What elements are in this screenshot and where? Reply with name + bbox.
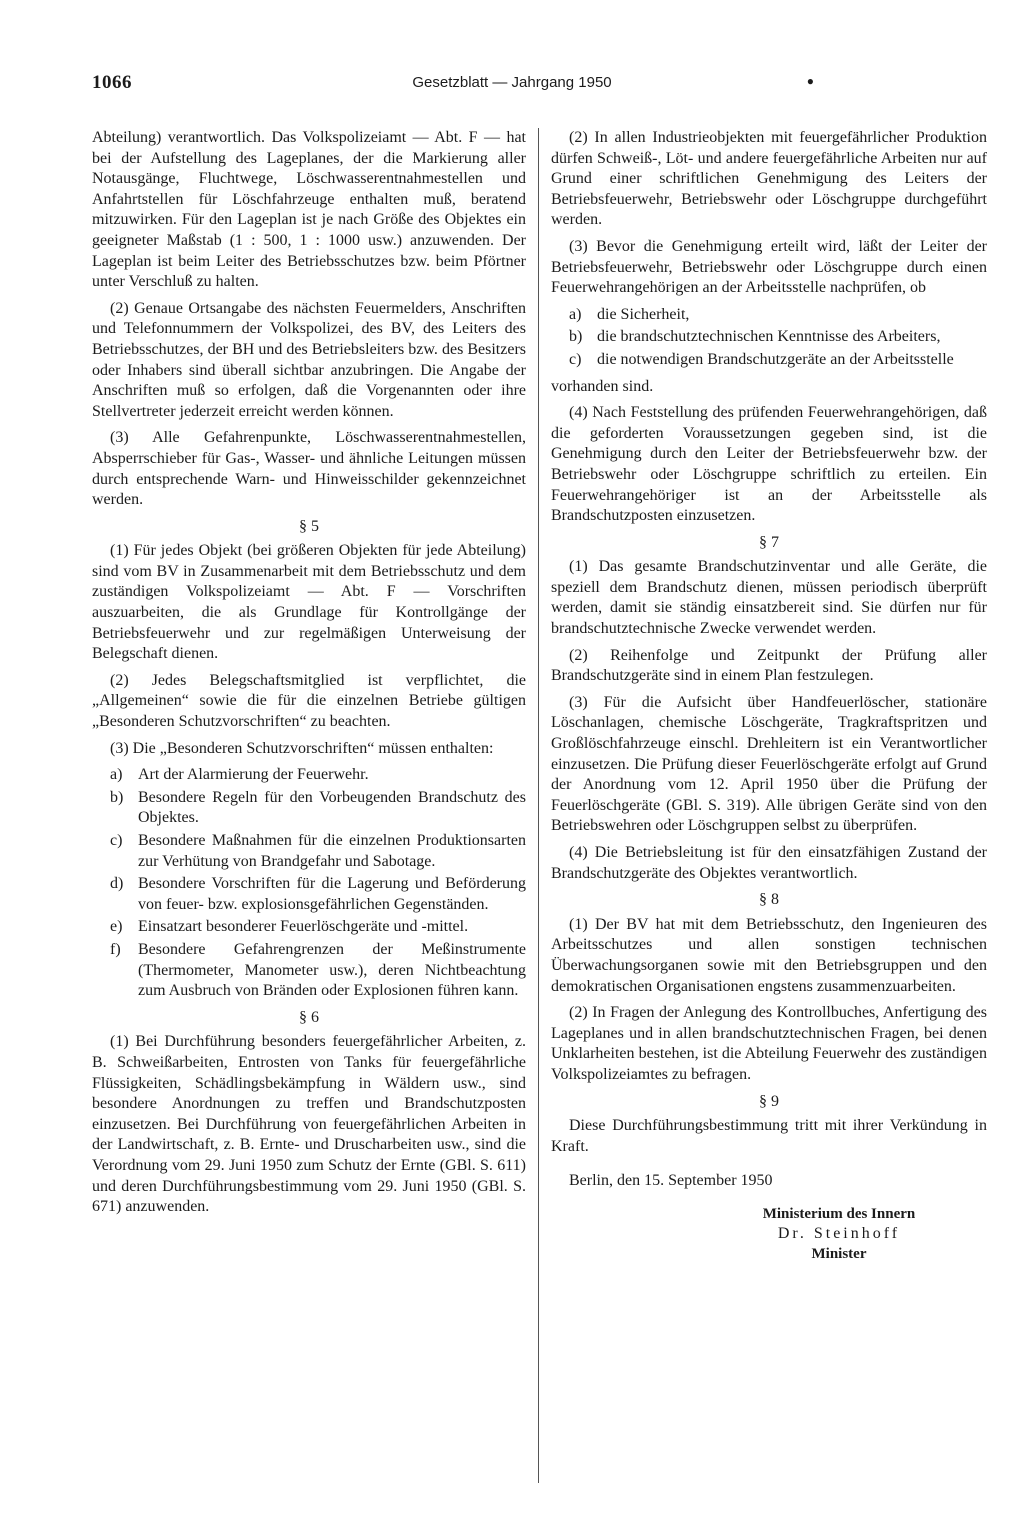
enumerated-list xyxy=(92,765,526,1002)
list-text: Besondere Vorschriften für die Lagerung und Beförderung von feuer- bzw. explosionsgefährlichen Gegenständen. xyxy=(138,875,526,913)
list-item xyxy=(92,874,526,915)
paragraph: (3) Die „Besonderen Schutzvorschriften“ müssen enthalten: xyxy=(110,739,494,757)
paragraph: (1) Bei Durchführung besonders feuergefährlicher Arbeiten, z. B. Schweißarbeiten, Entrosten von Tanks für feuergefährliche Flüssigkeiten, Schädlingsbekämpfung in Wäldern usw., sind besondere Anordnungen zu treffen und Brandschutzposten einzusetzen. Bei Durchführung von feuergefährlichen Arbeiten in der Landwirtschaft, z. B. Ernte- und Druscharbeiten usw., sind die Verordnung vom 29. Juni 1950 zum Schutz der Ernte (GBl. S. 611) und deren Durchführungsbestimmung vom 29. Juni 1950 (GBl. S. 671) anzuwenden. xyxy=(92,1033,526,1216)
paragraph: (2) Genaue Ortsangabe des nächsten Feuermelders, Anschriften und Telefonnummern der Volkspolizei, des BV, des Leiters des Betriebsschutzes, der BH und des Betriebsleiters bzw. des Besitzers oder Inhabers sind überall sichtbar anzubringen. Die Angabe der Anschriften muß so erfolgen, daß die Vorgenannten oder ihre Stellvertreter jederzeit erreicht werden können. xyxy=(92,299,526,420)
running-title: Gesetzblatt — Jahrgang 1950 xyxy=(412,74,612,91)
list-item xyxy=(551,350,987,371)
section-heading: § 6 xyxy=(299,1008,319,1026)
signature-organization: Ministerium des Innern xyxy=(762,1205,916,1222)
list-item xyxy=(92,831,526,872)
list-label: a) xyxy=(569,305,582,323)
list-label: f) xyxy=(110,940,121,958)
list-item xyxy=(92,917,526,938)
paragraph: (3) Für die Aufsicht über Handfeuerlöscher, stationäre Löschanlagen, chemische Löschgeräte, Tragkraftspritzen und Großlöschfahrzeuge einschl. Drehleitern ist ein Verantwortlicher einzusetzen. Die Prüfung dieser Feuerlöschgeräte erfolgt auf Grund der Anordnung vom 12. April 1950 über die Prüfung der Feuerlöschgeräte (GBl. S. 319). Alle übrigen Geräte sind von den Betriebswehren oder Löschgruppen selbst zu überprüfen. xyxy=(551,693,987,835)
list-text: Einsatzart besonderer Feuerlöschgeräte und -mittel. xyxy=(138,918,469,936)
paragraph: vorhanden sind. xyxy=(551,377,654,395)
list-text: Besondere Regeln für den Vorbeugenden Brandschutz des Objektes. xyxy=(138,788,526,827)
paragraph: (2) In allen Industrieobjekten mit feuergefährlicher Produktion dürfen Schweiß-, Löt- und andere feuergefährliche Arbeiten nur auf Grund einer schriftlichen Genehmigung des Leiters der Betriebsfeuerwehr, Betriebswehr oder Löschgruppe durchgeführt werden. xyxy=(551,129,987,229)
section-heading: § 8 xyxy=(759,891,779,909)
place-date: Berlin, den 15. September 1950 xyxy=(569,1172,773,1190)
paragraph: (2) Reihenfolge und Zeitpunkt der Prüfung aller Brandschutzgeräte sind in einem Plan festzulegen. xyxy=(551,646,987,685)
paragraph: (2) In Fragen der Anlegung des Kontrollbuches, Anfertigung des Lageplanes und in allen brandschutztechnischen Fragen, bei denen Unklarheiten bestehen, ist die Abteilung Feuerwehr des zuständigen Volkspolizeiamtes zu befragen. xyxy=(551,1004,987,1083)
paragraph: (1) Das gesamte Brandschutzinventar und alle Geräte, die speziell dem Brandschutz dienen, müssen periodisch überprüft werden, damit sie ständig einsatzbereit sind. Sie dürfen nur für brandschutztechnische Zwecke verwendet werden. xyxy=(551,558,987,638)
enumerated-list xyxy=(551,305,987,371)
paragraph: (1) Der BV hat mit dem Betriebsschutz, den Ingenieuren des Arbeitsschutzes und allen sonstigen technischen Überwachungsorganen sowie mit den Betriebsgruppen und den demokratischen Organisationen engstens zusammenzuarbeiten. xyxy=(551,915,987,995)
signature-name: Dr. Steinhoff xyxy=(777,1224,901,1242)
list-label: e) xyxy=(110,918,123,936)
right-column xyxy=(551,128,987,1264)
paragraph: (3) Bevor die Genehmigung erteilt wird, läßt der Leiter der Betriebsfeuerwehr, Betriebswehr oder Löschgruppe durch einen Feuerwehrangehörigen an der Arbeitsstelle nachprüfen, ob xyxy=(551,237,987,297)
list-item xyxy=(92,788,526,829)
paragraph: (4) Die Betriebsleitung ist für den einsatzfähigen Zustand der Brandschutzgeräte des Objektes verantwortlich. xyxy=(551,844,987,882)
page-header xyxy=(92,72,932,98)
print-mark: ● xyxy=(806,74,814,88)
paragraph: Diese Durchführungsbestimmung tritt mit ihrer Verkündung in Kraft. xyxy=(551,1117,987,1155)
page-number: 1066 xyxy=(92,72,132,93)
list-label: a) xyxy=(110,766,123,784)
paragraph: (4) Nach Feststellung des prüfenden Feuerwehrangehörigen, daß die geforderten Voraussetzungen gegeben sind, ist die Genehmigung durch den Leiter der Betriebsfeuerwehr bzw. der Betriebswehr oder Löschgruppe schriftlich zu erteilen. Ein Feuerwehrangehöriger ist an der Arbeitsstelle als Brandschutzposten einzusetzen. xyxy=(551,404,987,525)
list-item xyxy=(551,305,987,326)
column-divider xyxy=(538,128,539,1483)
paragraph: Abteilung) verantwortlich. Das Volkspolizeiamt — Abt. F — hat bei der Aufstellung des Lageplanes, der die Markierung aller Notausgänge, Fluchtwege, Löschwasserentnahmestellen und Anfahrtstellen für Löschfahrzeuge enthalten muß, beratend mitzuwirken. Für den Lageplan ist je nach Größe des Objektes ein geeigneter Maßstab (1 : 500, 1 : 1000 usw.) anzuwenden. Der Lageplan ist beim Leiter des Betriebsschutzes bzw. beim Pförtner unter Verschluß zu halten. xyxy=(92,129,526,291)
list-item xyxy=(92,765,526,786)
section-heading: § 9 xyxy=(759,1092,779,1110)
list-text: Art der Alarmierung der Feuerwehr. xyxy=(138,766,369,784)
list-text: die brandschutztechnischen Kenntnisse des Arbeiters, xyxy=(597,328,941,346)
list-text: Besondere Maßnahmen für die einzelnen Produktionsarten zur Verhütung von Brandgefahr und Sabotage. xyxy=(138,832,526,870)
list-label: c) xyxy=(110,832,123,849)
signature-role: Minister xyxy=(811,1245,867,1262)
list-text: die Sicherheit, xyxy=(597,305,690,323)
paragraph: (3) Alle Gefahrenpunkte, Löschwasserentnahmestellen, Absperrschieber für Gas-, Wasser- und ähnliche Leitungen müssen durch entsprechende Warn- und Hinweisschilder gekennzeichnet werden. xyxy=(92,429,526,509)
list-label: b) xyxy=(110,788,124,806)
list-item xyxy=(551,327,987,348)
list-text: Besondere Gefahrengrenzen der Meßinstrumente (Thermometer, Manometer usw.), deren Nichtbeachtung zum Ausbruch von Bränden oder Explosionen führen kann. xyxy=(138,940,526,1000)
list-text: die notwendigen Brandschutzgeräte an der Arbeitsstelle xyxy=(597,350,954,368)
list-item xyxy=(92,940,526,1002)
paragraph: (1) Für jedes Objekt (bei größeren Objekten für jede Abteilung) sind vom BV in Zusammenarbeit mit dem Betriebsschutz und dem zuständigen Volkspolizeiamt — Abt. F — Vorschriften auszuarbeiten, die als Grundlage für Kontrollgänge der Betriebsfeuerwehr und zur regelmäßigen Unterweisung der Belegschaft dienen. xyxy=(92,542,526,663)
left-column xyxy=(92,128,526,1224)
section-heading: § 7 xyxy=(759,533,779,551)
list-label: c) xyxy=(569,350,582,368)
list-label: d) xyxy=(110,875,124,893)
section-heading: § 5 xyxy=(299,517,319,535)
list-label: b) xyxy=(569,328,583,346)
paragraph: (2) Jedes Belegschaftsmitglied ist verpflichtet, die „Allgemeinen“ sowie die für die einzelnen Betriebe gültigen „Besonderen Schutzvorschriften“ zu beachten. xyxy=(92,671,526,731)
